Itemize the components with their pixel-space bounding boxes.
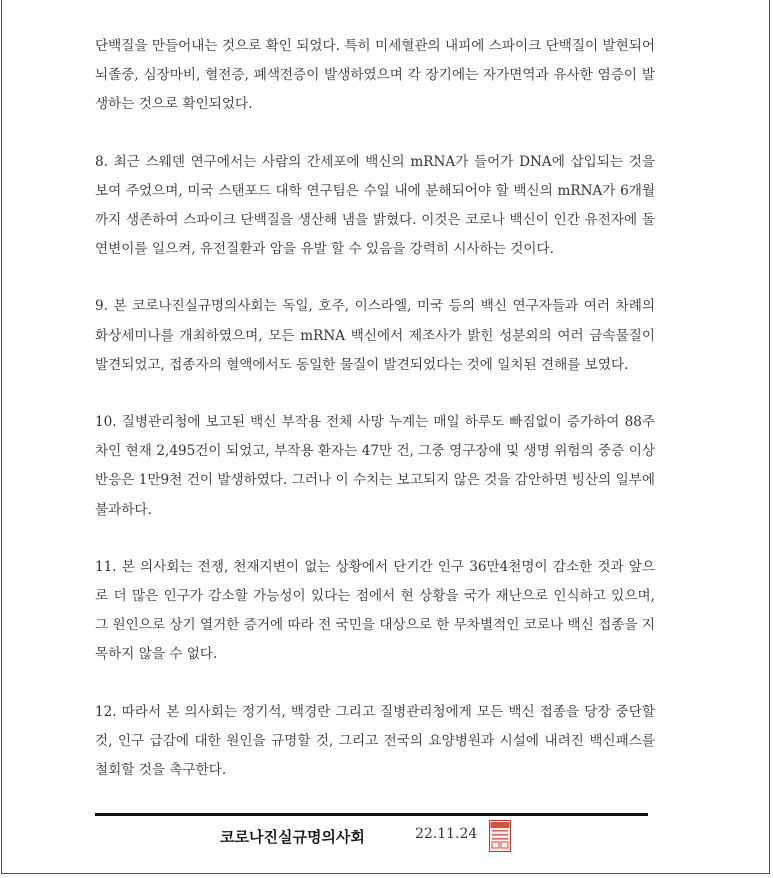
document-body [95,32,655,785]
organization-name: 코로나진실규명의사회 [220,828,365,846]
document-page [1,0,770,874]
paragraph-12: 12. 따라서 본 의사회는 정기석, 백경란 그리고 질병관리청에게 모든 백신 접종을 당장 중단할 것, 인구 급감에 대한 원인을 규명할 것, 그리고 전국의 요양병원과 시설에 내려진 백신패스를 철회할 것을 촉구한다. [95,703,655,779]
signature-footer [2,820,773,856]
document-date: 22.11.24 [415,826,478,842]
footer-divider [95,813,648,816]
paragraph-9: 9. 본 코로나진실규명의사회는 독일, 호주, 이스라엘, 미국 등의 백신 연구자들과 여러 차례의 화상세미나를 개최하였으며, 모든 mRNA 백신에서 제조사가 밝힌 성분외의 여러 금속물질이 발견되었고, 접종자의 혈액에서도 동일한 물질이 발견되었다는 것에 일치된 견해를 보였다. [95,298,655,373]
paragraph-continuation: 단백질을 만들어내는 것으로 확인 되었다. 특히 미세혈관의 내피에 스파이크 단백질이 발현되어 뇌졸중, 심장마비, 혈전증, 폐색전증이 발생하였으며 각 장기에는 자가면역과 유사한 염증이 발생하는 것으로 확인되었다. [95,38,655,113]
organization-seal-icon [489,820,511,852]
paragraph-11: 11. 본 의사회는 전쟁, 천재지변이 없는 상황에서 단기간 인구 36만4천명이 감소한 것과 앞으로 더 많은 인구가 감소할 가능성이 있다는 점에서 현 상황을 국가 재난으로 인식하고 있으며, 그 원인으로 상기 열거한 증거에 따라 전 국민을 대상으로 한 무차별적인 코로나 백신 접종을 지목하지 않을 수 없다. [95,558,655,663]
paragraph-8: 8. 최근 스웨덴 연구에서는 사람의 간세포에 백신의 mRNA가 들어가 DNA에 삽입되는 것을 보여 주었으며, 미국 스탠포드 대학 연구팀은 수일 내에 분해되어야 할 백신의 mRNA가 6개월 까지 생존하여 스파이크 단백질을 생산해 냄을 밝혔다. 이것은 코로나 백신이 인간 유전자에 돌연변이를 일으켜, 유전질환과 암을 유발 할 수 있음을 강력히 시사하는 것이다. [95,153,655,258]
paragraph-10: 10. 질병관리청에 보고된 백신 부작용 전체 사망 누계는 매일 하루도 빠짐없이 증가하여 88주차인 현재 2,495건이 되었고, 부작용 환자는 47만 건, 그중 영구장애 및 생명 위험의 중증 이상반응은 1만9천 건이 발생하였다. 그러나 이 수치는 보고되지 않은 것을 감안하면 빙산의 일부에 불과하다. [95,414,655,518]
